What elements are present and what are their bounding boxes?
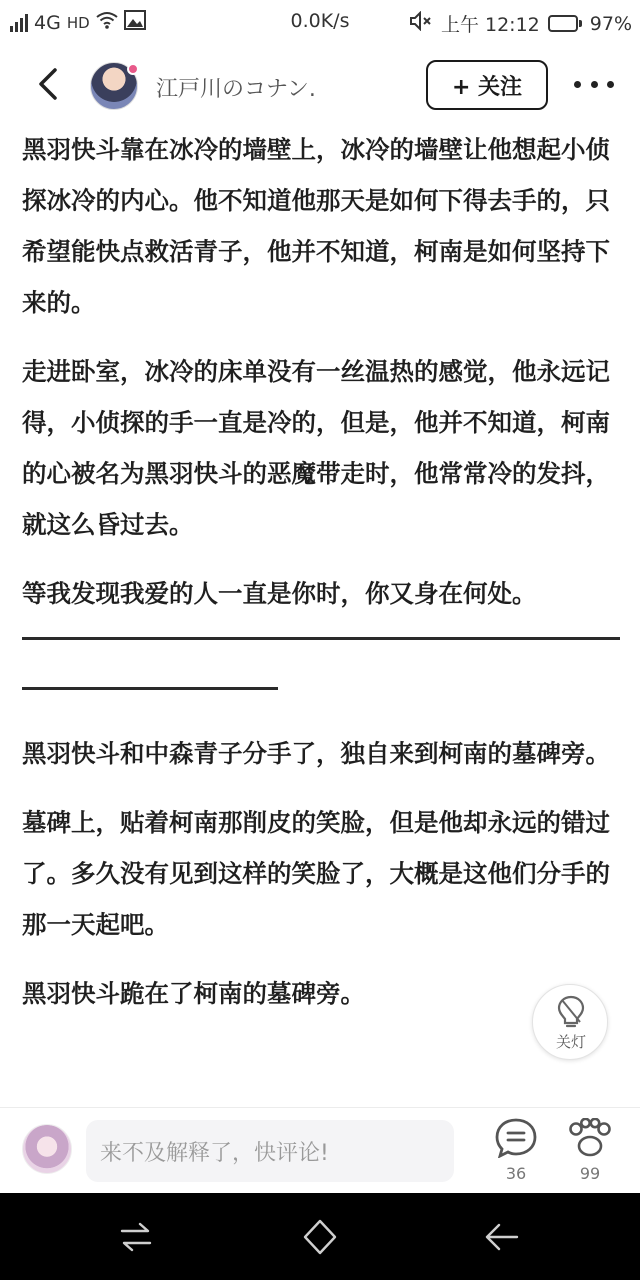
badge-dot bbox=[127, 63, 139, 75]
paragraph: 黑羽快斗和中森青子分手了，独自来到柯南的墓碑旁。 bbox=[22, 739, 610, 768]
follow-button[interactable]: + 关注 bbox=[426, 60, 548, 110]
article-body bbox=[22, 124, 622, 1037]
status-bar bbox=[0, 0, 640, 44]
paragraph: 黑羽快斗跪在了柯南的墓碑旁。 bbox=[22, 979, 365, 1008]
like-count: 99 bbox=[579, 1164, 601, 1183]
article-header bbox=[0, 52, 640, 116]
comment-icon bbox=[495, 1118, 537, 1158]
user-avatar[interactable] bbox=[22, 1124, 72, 1174]
back-button[interactable] bbox=[28, 64, 68, 104]
lightbulb-icon bbox=[557, 995, 585, 1029]
comment-input[interactable]: 来不及解释了，快评论! bbox=[86, 1120, 454, 1182]
paragraph: 等我发现我爱的人一直是你时，你又身在何处。 bbox=[22, 579, 537, 608]
lights-off-label: 关灯 bbox=[555, 1033, 586, 1051]
comment-count: 36 bbox=[505, 1164, 527, 1183]
switch-apps-icon bbox=[118, 1221, 154, 1253]
comment-bar bbox=[0, 1107, 640, 1193]
paragraph: 墓碑上，贴着柯南那削皮的笑脸，但是他却永远的错过了。多久没有见到这样的笑脸了，大概是这他们分手的那一天起吧。 bbox=[22, 808, 610, 939]
divider-line bbox=[22, 687, 278, 690]
paw-icon bbox=[567, 1118, 613, 1158]
navigation-bar bbox=[0, 1193, 640, 1280]
like-button[interactable] bbox=[560, 1118, 620, 1183]
author-name[interactable]: 江戸川のコナン. bbox=[156, 77, 316, 102]
status-right bbox=[409, 10, 632, 37]
lights-off-button[interactable] bbox=[532, 984, 608, 1060]
author-avatar[interactable] bbox=[90, 62, 138, 110]
network-speed: 0.0K/s bbox=[290, 10, 350, 32]
recent-apps-button[interactable] bbox=[114, 1215, 158, 1259]
divider-line bbox=[22, 637, 620, 640]
more-options-icon[interactable] bbox=[574, 72, 614, 96]
mute-icon bbox=[409, 11, 433, 36]
paragraph: 黑羽快斗靠在冰冷的墙壁上，冰冷的墙壁让他想起小侦探冰冷的内心。他不知道他那天是如何下得去手的，只希望能快点救活青子，他并不知道，柯南是如何坚持下来的。 bbox=[22, 135, 610, 317]
comments-button[interactable] bbox=[486, 1118, 546, 1183]
chevron-left-icon bbox=[37, 67, 59, 101]
home-button[interactable] bbox=[298, 1215, 342, 1259]
home-icon bbox=[301, 1218, 339, 1256]
back-nav-button[interactable] bbox=[480, 1215, 524, 1259]
hd-badge: HD bbox=[66, 13, 90, 32]
battery-icon bbox=[548, 15, 582, 32]
back-arrow-icon bbox=[483, 1221, 521, 1253]
battery-percent: 97% bbox=[589, 12, 632, 35]
network-type: 4G bbox=[34, 11, 61, 34]
paragraph: 走进卧室，冰冷的床单没有一丝温热的感觉，他永远记得，小侦探的手一直是冷的，但是，他并不知道，柯南的心被名为黑羽快斗的恶魔带走时，他常常冷的发抖，就这么昏过去。 bbox=[22, 357, 610, 539]
clock: 上午 12:12 bbox=[440, 14, 540, 36]
